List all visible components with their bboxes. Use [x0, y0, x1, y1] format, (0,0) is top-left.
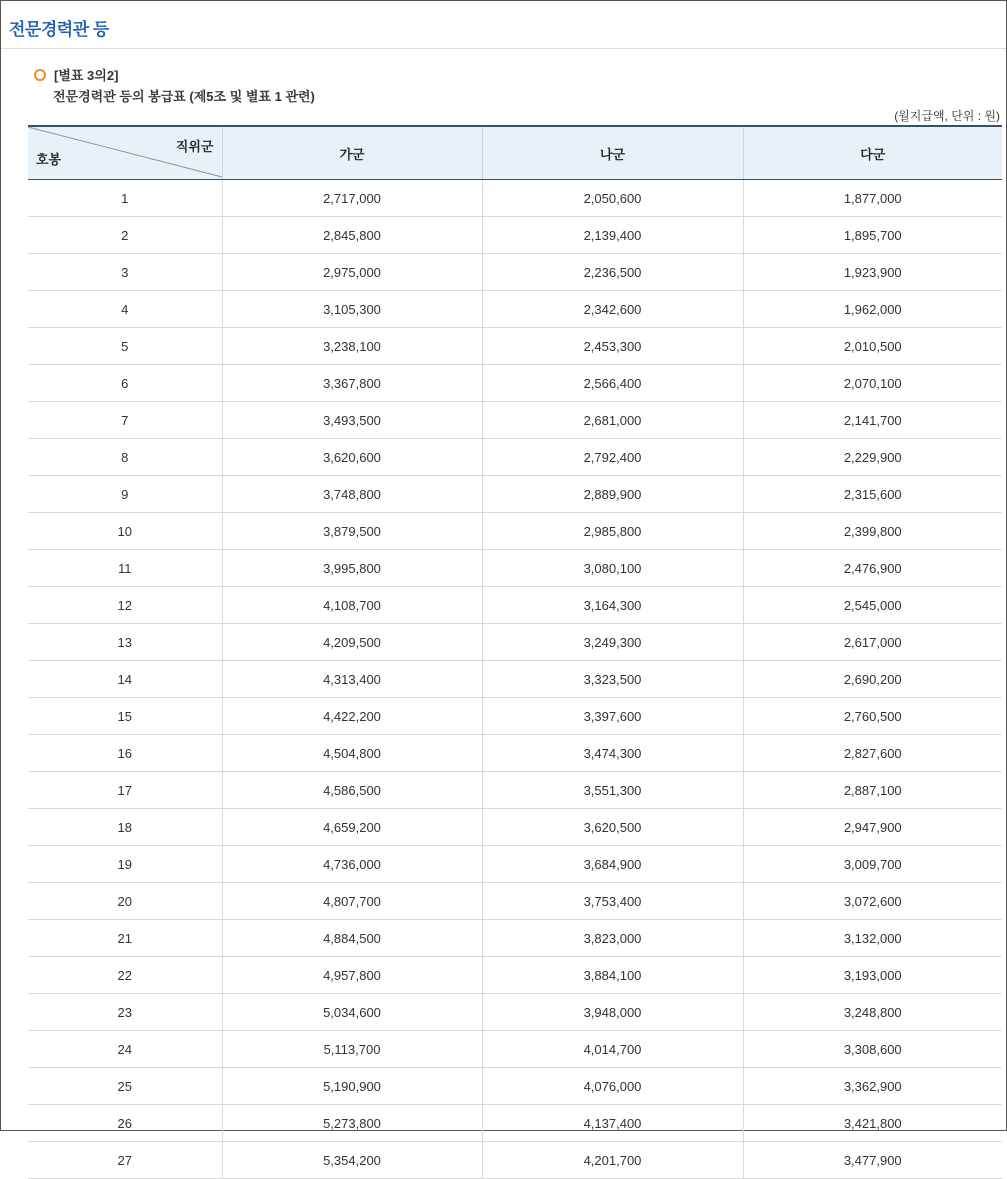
na-salary-cell: 3,684,900	[482, 846, 743, 883]
ga-salary-cell: 2,975,000	[222, 254, 482, 291]
table-row	[28, 809, 1002, 846]
ga-salary-cell: 3,748,800	[222, 476, 482, 513]
na-salary-cell: 3,080,100	[482, 550, 743, 587]
step-cell: 2	[28, 217, 222, 254]
step-cell: 15	[28, 698, 222, 735]
da-salary-cell: 2,229,900	[743, 439, 1002, 476]
table-row	[28, 1105, 1002, 1142]
ga-salary-cell: 5,034,600	[222, 994, 482, 1031]
da-salary-cell: 2,617,000	[743, 624, 1002, 661]
na-salary-cell: 4,137,400	[482, 1105, 743, 1142]
step-cell: 1	[28, 180, 222, 217]
table-row	[28, 698, 1002, 735]
da-salary-cell: 1,923,900	[743, 254, 1002, 291]
ga-salary-cell: 3,995,800	[222, 550, 482, 587]
page-title: 전문경력관 등	[9, 20, 109, 39]
ga-salary-cell: 4,957,800	[222, 957, 482, 994]
da-salary-cell: 2,070,100	[743, 365, 1002, 402]
na-salary-cell: 2,681,000	[482, 402, 743, 439]
salary-table	[28, 125, 1002, 1179]
na-salary-cell: 3,397,600	[482, 698, 743, 735]
da-salary-cell: 2,545,000	[743, 587, 1002, 624]
table-row	[28, 846, 1002, 883]
ga-salary-cell: 4,313,400	[222, 661, 482, 698]
ga-salary-cell: 3,238,100	[222, 328, 482, 365]
ga-salary-cell: 3,879,500	[222, 513, 482, 550]
da-salary-cell: 2,690,200	[743, 661, 1002, 698]
table-row	[28, 1142, 1002, 1179]
table-row	[28, 291, 1002, 328]
table-row	[28, 180, 1002, 217]
da-salary-cell: 1,895,700	[743, 217, 1002, 254]
unit-note: (월지급액, 단위 : 원)	[894, 109, 1000, 123]
table-row	[28, 957, 1002, 994]
da-salary-cell: 3,477,900	[743, 1142, 1002, 1179]
ga-salary-cell: 5,190,900	[222, 1068, 482, 1105]
step-cell: 16	[28, 735, 222, 772]
na-salary-cell: 3,753,400	[482, 883, 743, 920]
ga-salary-cell: 3,620,600	[222, 439, 482, 476]
na-salary-cell: 2,985,800	[482, 513, 743, 550]
ga-salary-cell: 5,354,200	[222, 1142, 482, 1179]
step-cell: 14	[28, 661, 222, 698]
step-cell: 18	[28, 809, 222, 846]
ga-salary-cell: 3,493,500	[222, 402, 482, 439]
na-salary-cell: 3,164,300	[482, 587, 743, 624]
na-salary-cell: 2,342,600	[482, 291, 743, 328]
table-row	[28, 402, 1002, 439]
ga-salary-cell: 4,586,500	[222, 772, 482, 809]
da-salary-cell: 3,308,600	[743, 1031, 1002, 1068]
ga-salary-cell: 4,807,700	[222, 883, 482, 920]
ga-salary-cell: 4,504,800	[222, 735, 482, 772]
na-salary-cell: 3,948,000	[482, 994, 743, 1031]
table-caption	[28, 66, 1006, 83]
step-cell: 10	[28, 513, 222, 550]
da-salary-cell: 2,947,900	[743, 809, 1002, 846]
ga-salary-cell: 4,736,000	[222, 846, 482, 883]
na-salary-cell: 2,889,900	[482, 476, 743, 513]
ga-salary-cell: 4,422,200	[222, 698, 482, 735]
step-cell: 21	[28, 920, 222, 957]
ga-salary-cell: 4,209,500	[222, 624, 482, 661]
step-cell: 22	[28, 957, 222, 994]
step-cell: 11	[28, 550, 222, 587]
table-row	[28, 254, 1002, 291]
ga-salary-cell: 3,367,800	[222, 365, 482, 402]
step-cell: 24	[28, 1031, 222, 1068]
table-row	[28, 328, 1002, 365]
na-salary-cell: 4,014,700	[482, 1031, 743, 1068]
step-cell: 13	[28, 624, 222, 661]
table-title: 전문경력관 등의 봉급표 (제5조 및 별표 1 관련)	[53, 89, 315, 104]
da-salary-cell: 3,072,600	[743, 883, 1002, 920]
table-row	[28, 476, 1002, 513]
table-row	[28, 217, 1002, 254]
na-salary-cell: 2,792,400	[482, 439, 743, 476]
step-cell: 20	[28, 883, 222, 920]
step-cell: 12	[28, 587, 222, 624]
step-cell: 6	[28, 365, 222, 402]
da-salary-cell: 3,248,800	[743, 994, 1002, 1031]
na-salary-cell: 3,323,500	[482, 661, 743, 698]
table-row	[28, 1068, 1002, 1105]
da-salary-cell: 2,476,900	[743, 550, 1002, 587]
da-salary-cell: 1,962,000	[743, 291, 1002, 328]
na-salary-cell: 3,249,300	[482, 624, 743, 661]
da-salary-cell: 2,760,500	[743, 698, 1002, 735]
na-salary-cell: 3,823,000	[482, 920, 743, 957]
table-row	[28, 772, 1002, 809]
da-salary-cell: 2,141,700	[743, 402, 1002, 439]
table-row	[28, 883, 1002, 920]
step-cell: 27	[28, 1142, 222, 1179]
column-header-ga: 가군	[222, 126, 482, 180]
da-salary-cell: 2,010,500	[743, 328, 1002, 365]
na-salary-cell: 2,139,400	[482, 217, 743, 254]
table-row	[28, 1031, 1002, 1068]
da-salary-cell: 2,315,600	[743, 476, 1002, 513]
step-cell: 19	[28, 846, 222, 883]
column-header-na: 나군	[482, 126, 743, 180]
appendix-code: [별표 3의2]	[54, 68, 119, 83]
step-cell: 8	[28, 439, 222, 476]
ga-salary-cell: 4,108,700	[222, 587, 482, 624]
table-header-row	[28, 126, 1002, 180]
content-area	[1, 49, 1006, 1179]
na-salary-cell: 2,050,600	[482, 180, 743, 217]
step-cell: 7	[28, 402, 222, 439]
table-row	[28, 661, 1002, 698]
na-salary-cell: 4,201,700	[482, 1142, 743, 1179]
circle-bullet-icon	[34, 69, 46, 81]
table-row	[28, 365, 1002, 402]
ga-salary-cell: 2,845,800	[222, 217, 482, 254]
position-group-label: 직위군	[175, 139, 214, 154]
na-salary-cell: 3,884,100	[482, 957, 743, 994]
table-row	[28, 735, 1002, 772]
ga-salary-cell: 5,273,800	[222, 1105, 482, 1142]
da-salary-cell: 3,009,700	[743, 846, 1002, 883]
table-row	[28, 994, 1002, 1031]
table-body	[28, 180, 1002, 1179]
step-cell: 5	[28, 328, 222, 365]
da-salary-cell: 2,399,800	[743, 513, 1002, 550]
table-row	[28, 920, 1002, 957]
da-salary-cell: 3,421,800	[743, 1105, 1002, 1142]
ga-salary-cell: 4,659,200	[222, 809, 482, 846]
na-salary-cell: 3,551,300	[482, 772, 743, 809]
na-salary-cell: 4,076,000	[482, 1068, 743, 1105]
ga-salary-cell: 3,105,300	[222, 291, 482, 328]
na-salary-cell: 2,566,400	[482, 365, 743, 402]
page-header	[1, 1, 1006, 49]
table-row	[28, 513, 1002, 550]
da-salary-cell: 2,887,100	[743, 772, 1002, 809]
ga-salary-cell: 5,113,700	[222, 1031, 482, 1068]
na-salary-cell: 2,236,500	[482, 254, 743, 291]
step-cell: 25	[28, 1068, 222, 1105]
na-salary-cell: 3,620,500	[482, 809, 743, 846]
da-salary-cell: 2,827,600	[743, 735, 1002, 772]
da-salary-cell: 3,362,900	[743, 1068, 1002, 1105]
ga-salary-cell: 2,717,000	[222, 180, 482, 217]
step-cell: 3	[28, 254, 222, 291]
table-row	[28, 587, 1002, 624]
step-cell: 17	[28, 772, 222, 809]
step-label: 호봉	[36, 152, 62, 167]
column-header-da: 다군	[743, 126, 1002, 180]
corner-header-cell	[28, 126, 222, 180]
step-cell: 9	[28, 476, 222, 513]
da-salary-cell: 1,877,000	[743, 180, 1002, 217]
na-salary-cell: 2,453,300	[482, 328, 743, 365]
table-row	[28, 550, 1002, 587]
na-salary-cell: 3,474,300	[482, 735, 743, 772]
step-cell: 4	[28, 291, 222, 328]
da-salary-cell: 3,193,000	[743, 957, 1002, 994]
table-row	[28, 439, 1002, 476]
da-salary-cell: 3,132,000	[743, 920, 1002, 957]
ga-salary-cell: 4,884,500	[222, 920, 482, 957]
step-cell: 23	[28, 994, 222, 1031]
step-cell: 26	[28, 1105, 222, 1142]
table-row	[28, 624, 1002, 661]
